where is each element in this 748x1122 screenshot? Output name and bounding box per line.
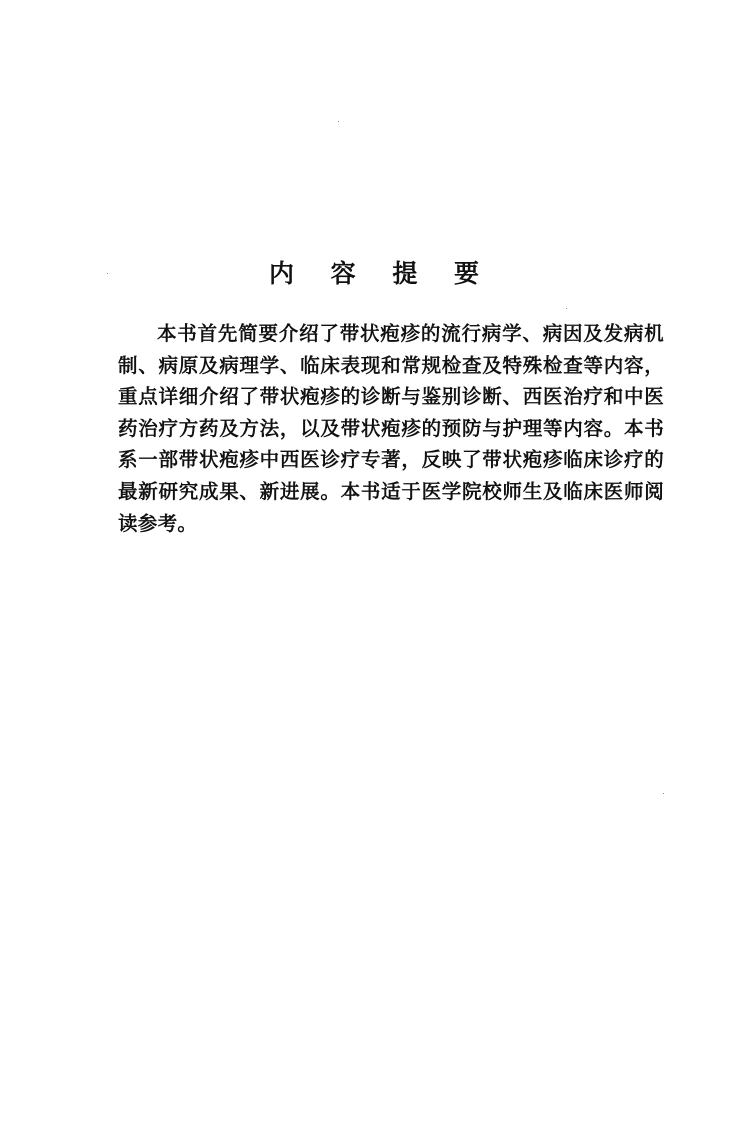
scan-speck — [566, 308, 567, 309]
scan-speck — [663, 793, 664, 794]
scan-speck — [107, 273, 108, 274]
scan-speck — [338, 121, 339, 122]
summary-paragraph: 本书首先简要介绍了带状疱疹的流行病学、病因及发病机制、病原及病理学、临床表现和常规检查及特殊检查等内容，重点详细介绍了带状疱疹的诊断与鉴别诊断、西医治疗和中医药治疗方药及方法，以及带状疱疹的预防与护理等内容。本书系一部带状疱疹中西医诊疗专著，反映了带状疱疹临床诊疗的最新研究成果、新进展。本书适于医学院校师生及临床医师阅读参考。 — [118, 322, 664, 535]
page-title: 内 容 提 要 — [268, 259, 494, 288]
